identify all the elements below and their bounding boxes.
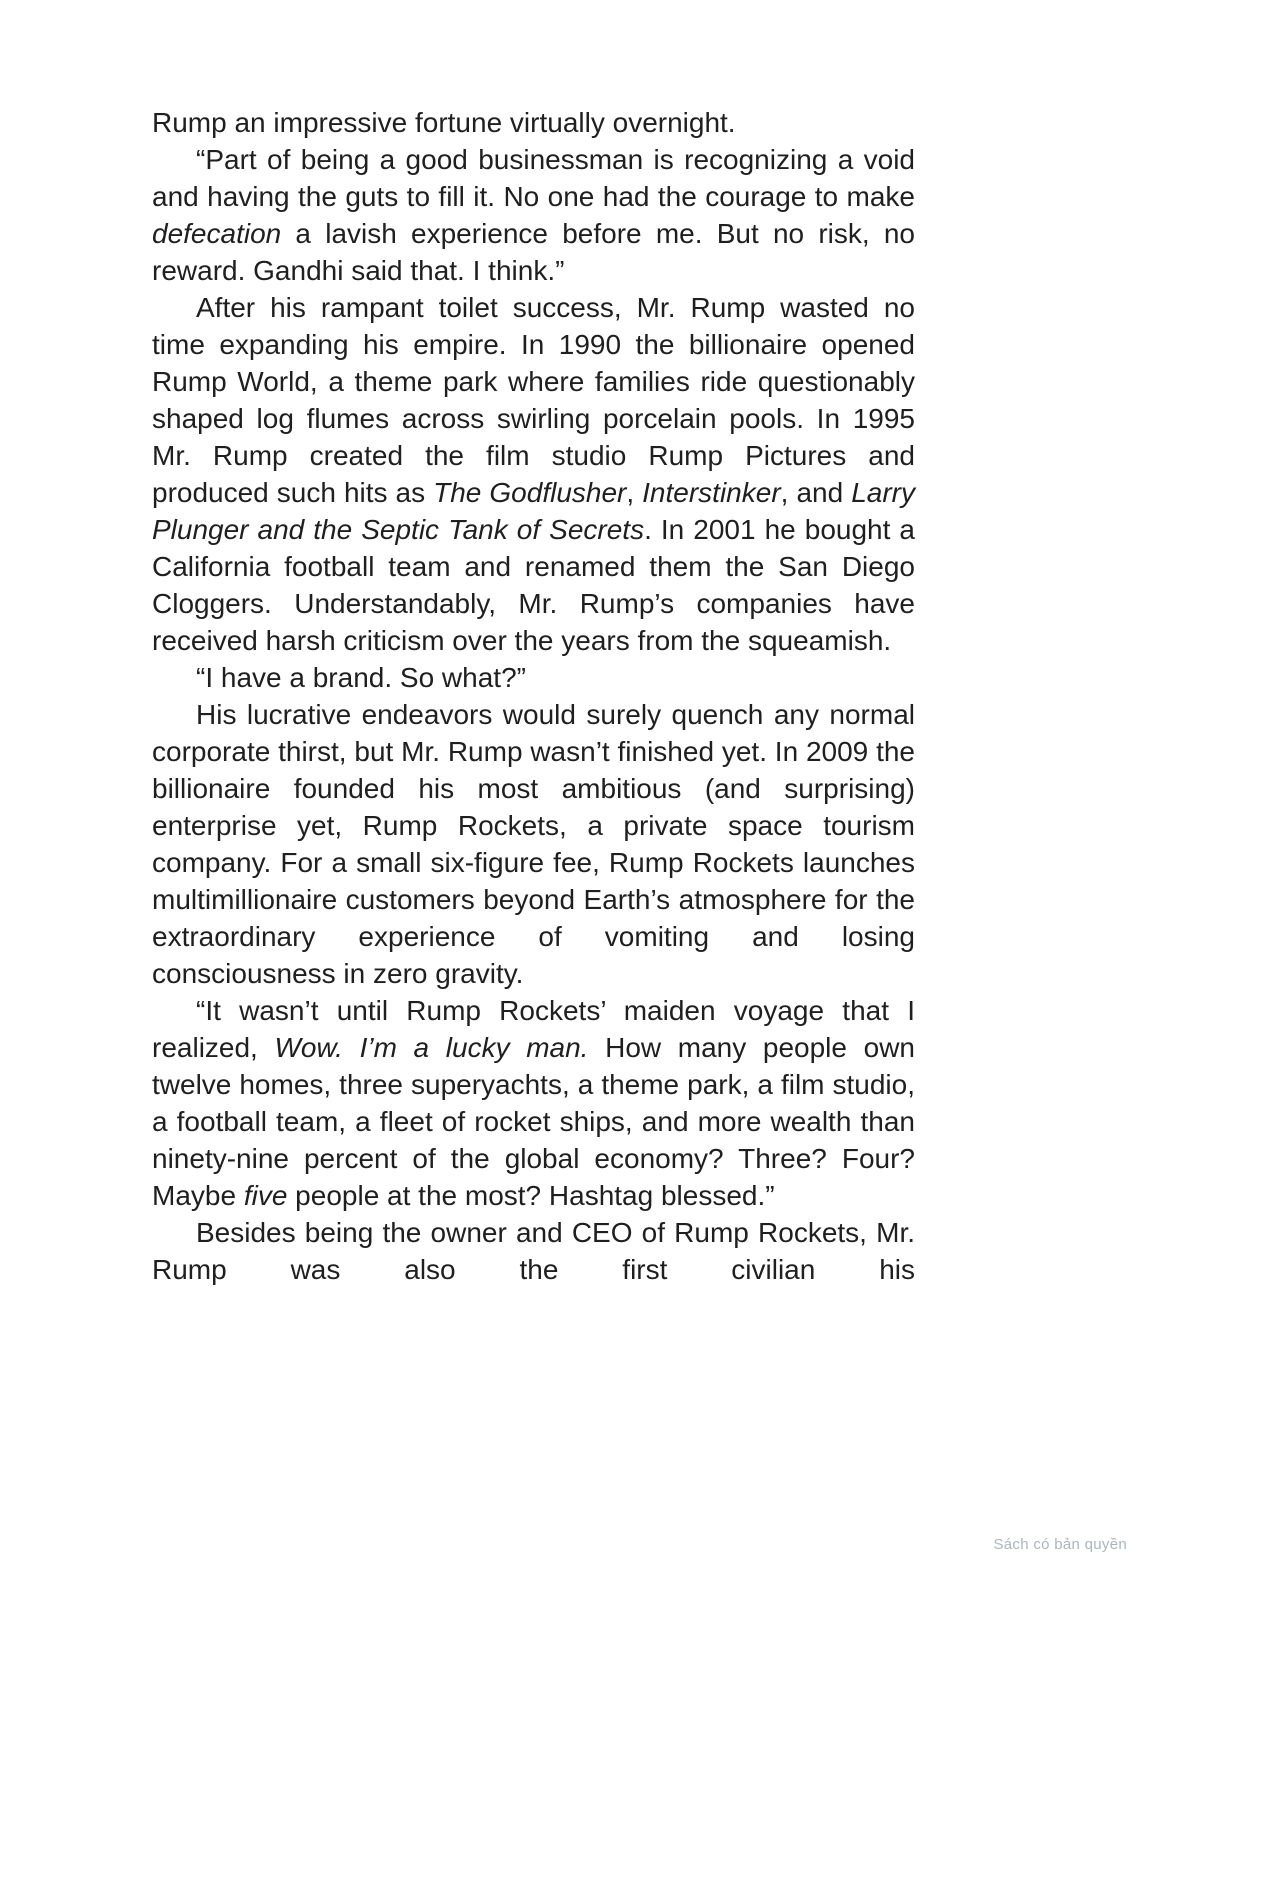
paragraph [152, 1214, 915, 1288]
paragraph [152, 104, 915, 141]
italic-text-segment: Larry Plunger and the Septic Tank of Secrets [152, 477, 915, 545]
text-segment: . In 2001 he bought a California football team and renamed them the San Diego Cloggers. Understandably, Mr. Rump’s companies have received harsh criticism over the years from the squeamish. [152, 514, 915, 656]
italic-text-segment: The Godflusher [433, 477, 627, 508]
text-segment: How many people own twelve homes, three superyachts, a theme park, a film studio, a football team, a fleet of rocket ships, and more wealth than ninety-nine percent of the global economy? Three? Four? Maybe [152, 1032, 915, 1211]
text-segment: , [626, 477, 643, 508]
text-segment: “It wasn’t until Rump Rockets’ maiden voyage that I realized, [152, 995, 915, 1063]
text-segment: Rump an impressive fortune virtually overnight. [152, 107, 736, 138]
text-segment: a lavish experience before me. But no risk, no reward. Gandhi said that. I think.” [152, 218, 915, 286]
paragraph [152, 141, 915, 289]
italic-text-segment: Interstinker [642, 477, 781, 508]
text-segment: people at the most? Hashtag blessed.” [287, 1180, 775, 1211]
paragraph [152, 659, 915, 696]
text-segment: His lucrative endeavors would surely quench any normal corporate thirst, but Mr. Rump wasn’t finished yet. In 2009 the billionaire founded his most ambitious (and surprising) enterprise yet, Rump Rockets, a private space tourism company. For a small six-figure fee, Rump Rockets launches multimillionaire customers beyond Earth’s atmosphere for the extraordinary experience of vomiting and losing consciousness in zero gravity. [152, 699, 915, 989]
text-segment: After his rampant toilet success, Mr. Rump wasted no time expanding his empire. In 1990 the billionaire opened Rump World, a theme park where families ride questionably shaped log flumes across swirling porcelain pools. In 1995 Mr. Rump created the film studio Rump Pictures and produced such hits as [152, 292, 915, 508]
italic-text-segment: five [243, 1180, 288, 1211]
italic-text-segment: defecation [152, 218, 282, 249]
copyright-watermark: Sách có bản quyền [993, 1536, 1127, 1553]
page-text [152, 104, 915, 1288]
text-segment: “I have a brand. So what?” [196, 662, 526, 693]
paragraph [152, 992, 915, 1214]
paragraph [152, 696, 915, 992]
text-segment: , and [780, 477, 852, 508]
italic-text-segment: Wow. I’m a lucky man. [274, 1032, 589, 1063]
text-segment: “Part of being a good businessman is recognizing a void and having the guts to fill it. No one had the courage to make [152, 144, 915, 212]
text-segment: Besides being the owner and CEO of Rump Rockets, Mr. Rump was also the first civilian his [152, 1217, 915, 1285]
paragraph [152, 289, 915, 659]
